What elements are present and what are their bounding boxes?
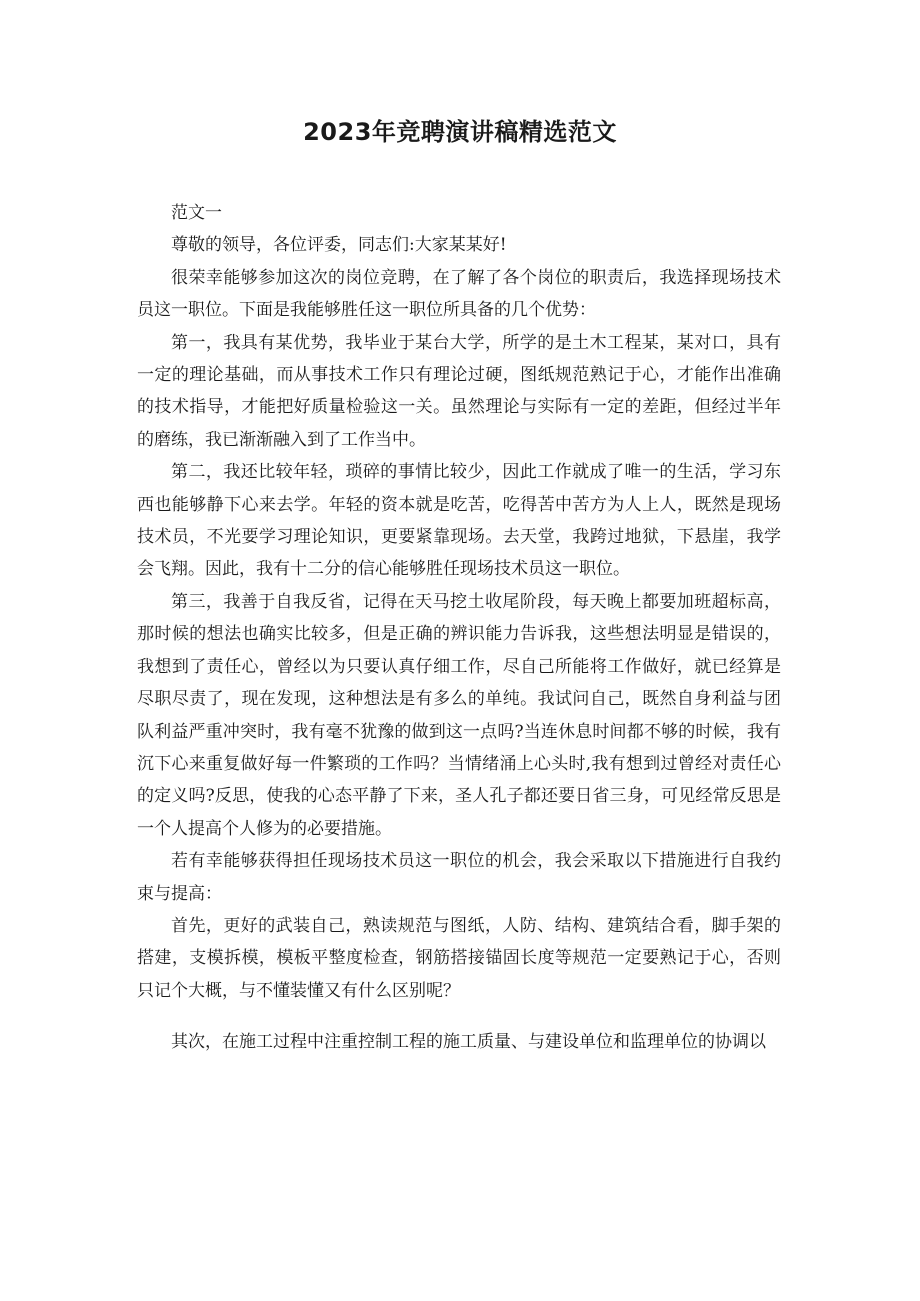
paragraph: 第三，我善于自我反省，记得在天马挖土收尾阶段，每天晚上都要加班超标高，那时候的想法也确实比较多，但是正确的辨识能力告诉我，这些想法明显是错误的，我想到了责任心，曾经以为只要认真仔细工作，尽自己所能将工作做好，就已经算是尽职尽责了，现在发现，这种想法是有多么的单纯。我试问自己，既然自身利益与团队利益严重冲突时，我有毫不犹豫的做到这一点吗?当连休息时间都不够的时候，我有沉下心来重复做好每一件繁琐的工作吗？当情绪涌上心头时,我有想到过曾经对责任心的定义吗?反思，使我的心态平静了下来，圣人孔子都还要日省三身，可见经常反思是一个人提高个人修为的必要措施。: [137, 591, 781, 839]
paragraph: 若有幸能够获得担任现场技术员这一职位的机会，我会采取以下措施进行自我约束与提高：: [137, 851, 781, 904]
paragraph: 其次，在施工过程中注重控制工程的施工质量、与建设单位和监理单位的协调以: [171, 1032, 766, 1053]
section-heading: 范文一: [171, 203, 222, 223]
paragraph: 第一，我具有某优势，我毕业于某台大学，所学的是土木工程某，某对口，具有一定的理论基础，而从事技术工作只有理论过硬，图纸规范熟记于心，才能作出准确的技术指导，才能把好质量检验这一关。虽然理论与实际有一定的差距，但经过半年的磨练，我已渐渐融入到了工作当中。: [137, 332, 781, 450]
paragraph: 很荣幸能够参加这次的岗位竞聘，在了解了各个岗位的职责后，我选择现场技术员这一职位。下面是我能够胜任这一职位所具备的几个优势：: [137, 267, 781, 321]
paragraph: 首先，更好的武装自己，熟读规范与图纸，人防、结构、建筑结合看，脚手架的搭建，支模拆模，模板平整度检查，钢筋搭接锚固长度等规范一定要熟记于心，否则只记个大概，与不懂装懂又有什么区别呢？: [137, 915, 781, 1001]
document-body: [137, 197, 781, 1059]
salutation: 尊敬的领导，各位评委，同志们:大家某某好!: [171, 235, 507, 256]
paragraph: 第二，我还比较年轻，琐碎的事情比较少，因此工作就成了唯一的生活，学习东西也能够静下心来去学。年轻的资本就是吃苦，吃得苦中苦方为人上人，既然是现场技术员，不光要学习理论知识，更要紧靠现场。去天堂，我跨过地狱，下悬崖，我学会飞翔。因此，我有十二分的信心能够胜任现场技术员这一职位。: [137, 462, 781, 580]
document-title: 2023年竞聘演讲稿精选范文: [303, 118, 617, 146]
